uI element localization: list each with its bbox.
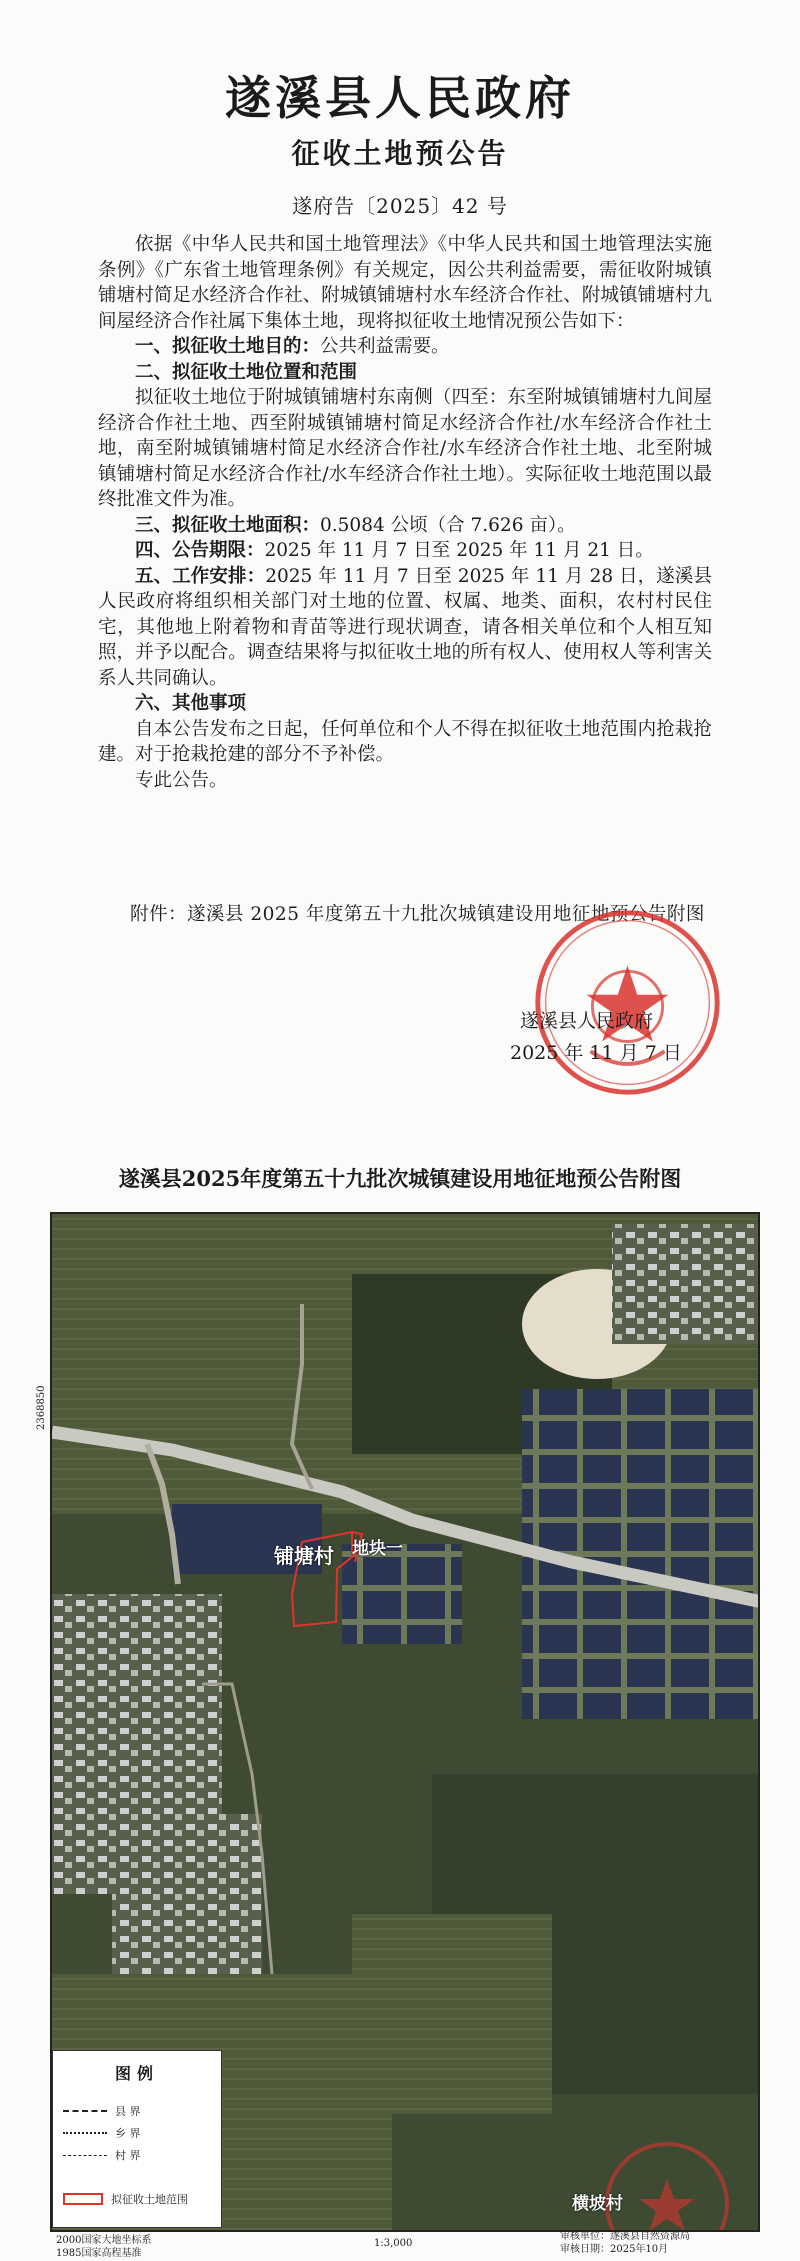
intro-paragraph: 依据《中华人民共和国土地管理法》《中华人民共和国土地管理法实施条例》《广东省土地管理条例》有关规定，因公共利益需要，需征收附城镇铺塘村简足水经济合作社、附城镇铺塘村水车经济合作社、附城镇铺塘村九间屋经济合作社属下集体土地，现将拟征收土地情况预公告如下： <box>98 234 712 332</box>
legend-item-county-boundary: 县 界 <box>63 2103 141 2119</box>
dotted-line-icon <box>63 2132 107 2134</box>
map-scale: 1:3,000 <box>374 2238 413 2249</box>
section-3-heading: 三、拟征收土地面积： <box>135 514 321 536</box>
section-4-text: 2025 年 11 月 7 日至 2025 年 11 月 21 日。 <box>264 540 654 561</box>
section-3-text: 0.5084 公顷（合 7.626 亩）。 <box>320 514 576 536</box>
section-1-text: 公共利益需要。 <box>320 336 450 357</box>
signature-date: 2025 年 11 月 7 日 <box>510 1042 682 1064</box>
closing-text: 专此公告。 <box>135 769 228 791</box>
signature-organization: 遂溪县人民政府 <box>520 1010 654 1032</box>
village-label-putang: 铺塘村 <box>274 1544 334 1568</box>
parcel-label: 地块一 <box>352 1539 403 1559</box>
legend-item-township-boundary: 乡 界 <box>63 2125 141 2141</box>
section-6-text: 自本公告发布之日起，任何单位和个人不得在拟征收土地范围内抢栽抢建。对于抢栽抢建的部分不予补偿。 <box>98 718 712 765</box>
map-coordinate-label: 2368850 <box>36 1385 47 1430</box>
section-5-text: 2025 年 11 月 7 日至 2025 年 11 月 28 日，遂溪县人民政府将组织相关部门对土地的位置、权属、地类、面积，农村村民住宅，其他地上附着物和青苗等进行现状调查，请各相关单位和个人相互知照，并予以配合。调查结果将与拟征收土地的所有权人、使用权人等利害关系人共同确认。 <box>98 565 712 689</box>
section-4 <box>98 538 712 564</box>
attachment-line: 附件：遂溪县 2025 年度第五十九批次城镇建设用地征地预公告附图 <box>130 904 705 925</box>
section-1 <box>98 334 712 360</box>
coordinate-system-note: 2000国家大地坐标系 1985国家高程基准 <box>56 2235 152 2259</box>
notice-subtitle: 征收土地预公告 <box>291 137 509 170</box>
document-number: 遂府告〔2025〕42 号 <box>292 194 508 218</box>
section-2-heading: 二、拟征收土地位置和范围 <box>135 361 358 383</box>
section-6-heading: 六、其他事项 <box>135 693 247 714</box>
red-rectangle-icon <box>63 2193 103 2205</box>
notice-body <box>98 232 712 793</box>
notice-title: 遂溪县人民政府 <box>225 71 575 125</box>
section-5 <box>98 564 712 692</box>
dash-dot-line-icon <box>63 2110 107 2112</box>
section-3 <box>98 513 712 539</box>
village-label-hengpo: 横坡村 <box>572 2194 623 2214</box>
map-legend <box>52 2050 222 2228</box>
dashed-line-icon <box>63 2155 107 2156</box>
section-2-text: 拟征收土地位于附城镇铺塘村东南侧（四至：东至附城镇铺塘村九间屋经济合作社土地、西至附城镇铺塘村简足水经济合作社/水车经济合作社土地，南至附城镇铺塘村简足水经济合作社/水车经济合作社土地、北至附城镇铺塘村简足水经济合作社/水车经济合作社土地）。实际征收土地范围以最终批准文件为准。 <box>98 387 712 510</box>
legend-item-village-boundary: 村 界 <box>63 2147 141 2163</box>
official-seal-icon <box>530 905 725 1100</box>
legend-title: 图例 <box>114 2064 159 2083</box>
section-1-heading: 一、拟征收土地目的： <box>135 336 321 357</box>
map-source-note: 审核单位：遂溪县自然资源局 审核日期：2025年10月 <box>560 2231 690 2255</box>
section-4-heading: 四、公告期限： <box>135 540 265 561</box>
map-title: 遂溪县2025年度第五十九批次城镇建设用地征地预公告附图 <box>118 1166 682 1191</box>
section-5-heading: 五、工作安排： <box>135 565 266 587</box>
legend-item-parcel: 拟征收土地范围 <box>63 2191 188 2207</box>
